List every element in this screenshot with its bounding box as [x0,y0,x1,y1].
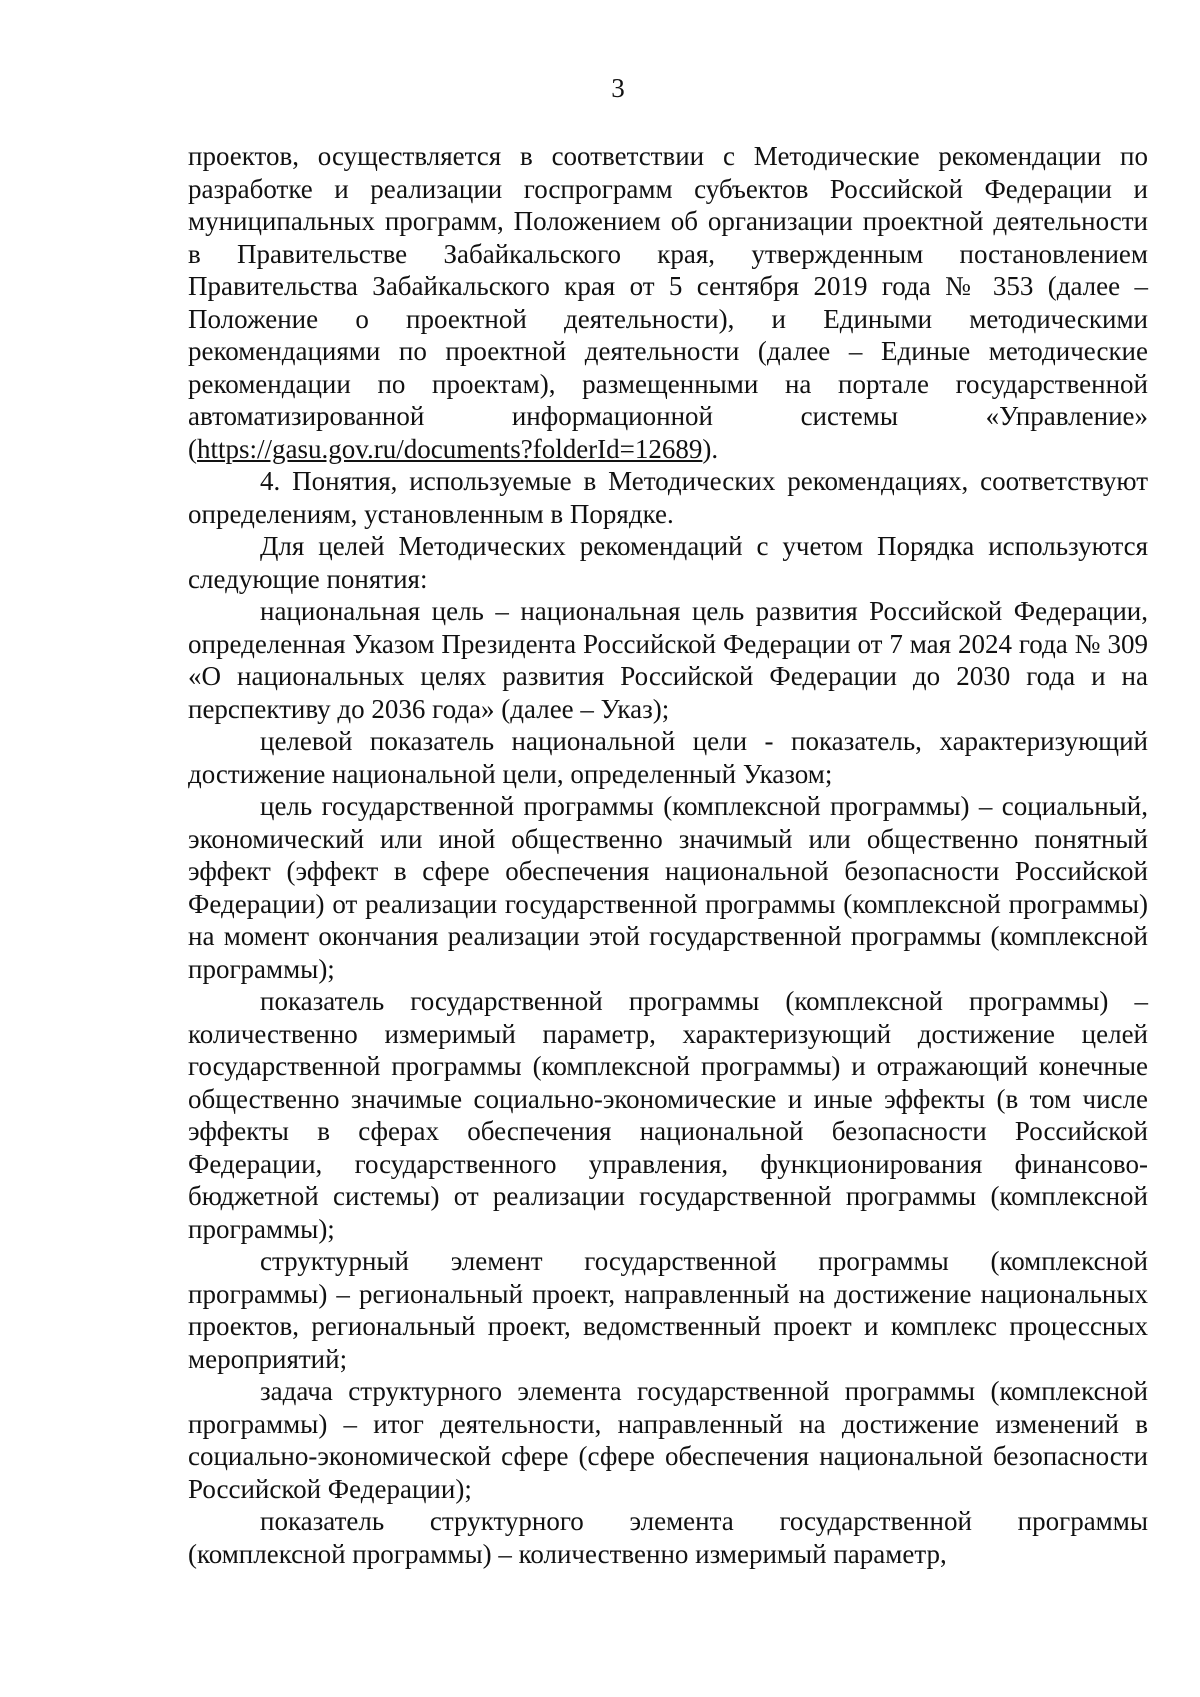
document-body [188,140,1148,1570]
paragraph-concepts-intro: Для целей Методических рекомендаций с учетом Порядка используются следующие понятия: [188,531,1148,594]
paragraph-structural-element: структурный элемент государственной программы (комплексной программы) – региональный проект, направленный на достижение национальных проектов, региональный проект, ведомственный проект и комплекс процессных мероприятий; [188,1246,1148,1374]
paragraph-continuation [188,140,1148,465]
paragraph-program-goal: цель государственной программы (комплексной программы) – социальный, экономический или иной общественно значимый или общественно понятный эффект (эффект в сфере обеспечения национальной безопасности Российской Федерации) от реализации государственной программы (комплексной программы) на момент окончания реализации этой государственной программы (комплексной программы); [188,791,1148,984]
paragraph-element-task: задача структурного элемента государственной программы (комплексной программы) – итог деятельности, направленный на достижение изменений в социально-экономической сфере (сфере обеспечения национальной безопасности Российской Федерации); [188,1376,1148,1504]
paragraph-national-goal: национальная цель – национальная цель развития Российской Федерации, определенная Указом Президента Российской Федерации от 7 мая 2024 года № 309 «О национальных целях развития Российской Федерации до 2030 года и на перспективу до 2036 года» (далее – Указ); [188,596,1148,724]
paragraph-text-end: ). [702,433,719,464]
portal-link[interactable]: https://gasu.gov.ru/documents?folderId=12689 [197,433,703,464]
paragraph-text: проектов, осуществляется в соответствии с Методические рекомендации по разработке и реализации госпрограмм субъектов Российской Федерации и муниципальных программ, Положением об организации проектной деятельности в Правительстве Забайкальского края, утвержденным постановлением Правительства Забайкальского края от 5 сентября 2019 года № 353 (далее – Положение о проектной деятельности), и Едиными методическими рекомендациями по проектной деятельности (далее – Единые методические рекомендации по проектам), размещенными на портале государственной автоматизированной информационной системы «Управление» ( [188,141,1148,464]
paragraph-item-4: 4. Понятия, используемые в Методических рекомендациях, соответствуют определениям, установленным в Порядке. [188,466,1148,529]
paragraph-target-indicator: целевой показатель национальной цели - показатель, характеризующий достижение национальной цели, определенный Указом; [188,726,1148,789]
paragraph-element-indicator: показатель структурного элемента государственной программы (комплексной программы) – количественно измеримый параметр, [188,1506,1148,1569]
page-number: 3 [611,73,625,103]
paragraph-program-indicator: показатель государственной программы (комплексной программы) – количественно измеримый параметр, характеризующий достижение целей государственной программы (комплексной программы) и отражающий конечные общественно значимые социально-экономические и иные эффекты (в том числе эффекты в сферах обеспечения национальной безопасности Российской Федерации, государственного управления, функционирования финансово-бюджетной системы) от реализации государственной программы (комплексной программы); [188,986,1148,1244]
